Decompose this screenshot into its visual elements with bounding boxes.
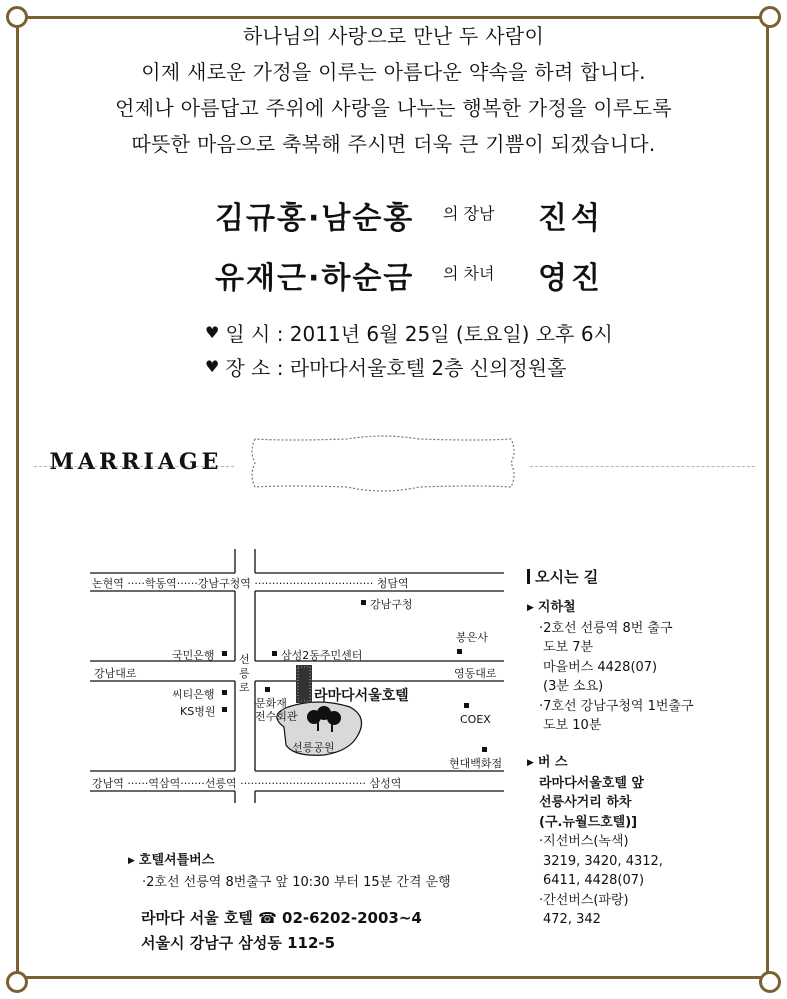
bride-relation: 의 차녀 xyxy=(443,264,495,283)
map-place-coex: COEX xyxy=(460,713,491,726)
event-date: ♥ 일 시 : 2011년 6월 25일 (토요일) 오후 6시 xyxy=(205,322,613,346)
bus-heading: 버 스 xyxy=(537,755,568,770)
map-road-top: 논현역 ·····학동역······강남구청역 ·································· 청담역 xyxy=(92,577,409,590)
groom-name: 진석 xyxy=(538,201,604,236)
marriage-banner: MARRIAGE xyxy=(49,449,223,475)
map-road-yeongdong: 영동대로 xyxy=(454,667,497,680)
bus-directions: ▶ 버 스 라마다서울호텔 앞 선릉사거리 하차 (구.뉴월드호텔)] ·지선버스(녹색) 3219, 3420, 4312, 6411, 4428(07) ·간선버스(파랑) 472, 342 xyxy=(527,755,663,927)
message-line: 언제나 아름답고 주위에 사랑을 나누는 행복한 가정을 이루도록 xyxy=(115,96,672,120)
subway-directions: ▶ 지하철 ·2호선 선릉역 8번 출구 도보 7분 마을버스 4428(07) (3분 소요) ·7호선 강남구청역 1번출구 도보 10분 xyxy=(527,600,694,733)
subway-heading: 지하철 xyxy=(537,600,576,615)
map-road-gangnam: 강남대로 xyxy=(94,667,137,680)
bride-parents: 유재근·하순금 xyxy=(215,261,415,296)
date-label: 일 시 xyxy=(225,322,271,346)
directions-title: 오시는 길 xyxy=(527,566,598,587)
event-place: ♥ 장 소 : 라마다서울호텔 2층 신의정원홀 xyxy=(205,356,567,380)
shuttle-heading: 호텔셔틀버스 xyxy=(138,853,215,868)
map-place-hyundai: 현대백화점 xyxy=(449,757,503,770)
map-place-gangnam-office: 강남구청 xyxy=(370,598,413,611)
message-line: 따뜻한 마음으로 축복해 주시면 더욱 큰 기쁨이 되겠습니다. xyxy=(131,132,656,156)
corner-ornament xyxy=(6,971,28,993)
map-place-samsung2: 삼성2동주민센터 xyxy=(281,649,363,662)
triangle-bullet-icon: ▶ xyxy=(527,603,534,613)
location-map xyxy=(88,547,512,805)
groom-relation: 의 장남 xyxy=(443,204,495,223)
hotel-address: 서울시 강남구 삼성동 112-5 xyxy=(141,934,336,952)
hotel-building-icon xyxy=(296,665,312,703)
triangle-bullet-icon: ▶ xyxy=(527,758,534,768)
heart-icon: ♥ xyxy=(205,357,220,376)
map-place-munhwa: 문화재 전수회관 xyxy=(255,697,298,723)
divider-line xyxy=(530,466,755,467)
map-place-bongeunsa: 봉은사 xyxy=(456,631,488,644)
contact-info xyxy=(141,906,422,956)
map-place-hotel: 라마다서울호텔 xyxy=(314,688,409,704)
map-road-seolleung: 선 릉 로 xyxy=(239,653,250,694)
map-place-kookmin: 국민은행 xyxy=(172,649,215,662)
bride-name: 영진 xyxy=(538,261,604,296)
map-place-citibank: 씨티은행 xyxy=(172,688,215,701)
map-place-ks: KS병원 xyxy=(180,705,216,718)
map-road-bottom: 강남역 ······역삼역·······선릉역 ···································· 삼성역 xyxy=(92,777,402,790)
heart-icon: ♥ xyxy=(205,323,220,342)
message-line: 하나님의 사랑으로 만난 두 사람이 xyxy=(242,24,545,48)
triangle-bullet-icon: ▶ xyxy=(128,856,135,866)
invitation-message xyxy=(0,18,787,162)
place-label: 장 소 xyxy=(225,356,271,380)
shuttle-info xyxy=(128,850,451,894)
marriage-banner-frame xyxy=(247,435,519,495)
groom-parents: 김규홍·남순홍 xyxy=(215,201,415,236)
hotel-phone: 라마다 서울 호텔 ☎ 02-6202-2003~4 xyxy=(141,909,422,927)
corner-ornament xyxy=(759,971,781,993)
place-value: 라마다서울호텔 2층 신의정원홀 xyxy=(289,356,567,380)
date-value: 2011년 6월 25일 (토요일) 오후 6시 xyxy=(289,322,613,346)
shuttle-line: ·2호선 선릉역 8번출구 앞 10:30 부터 15분 간격 운행 xyxy=(142,875,451,890)
message-line: 이제 새로운 가정을 이루는 아름다운 약속을 하려 합니다. xyxy=(141,60,646,84)
map-place-park: 선릉공원 xyxy=(292,741,335,754)
